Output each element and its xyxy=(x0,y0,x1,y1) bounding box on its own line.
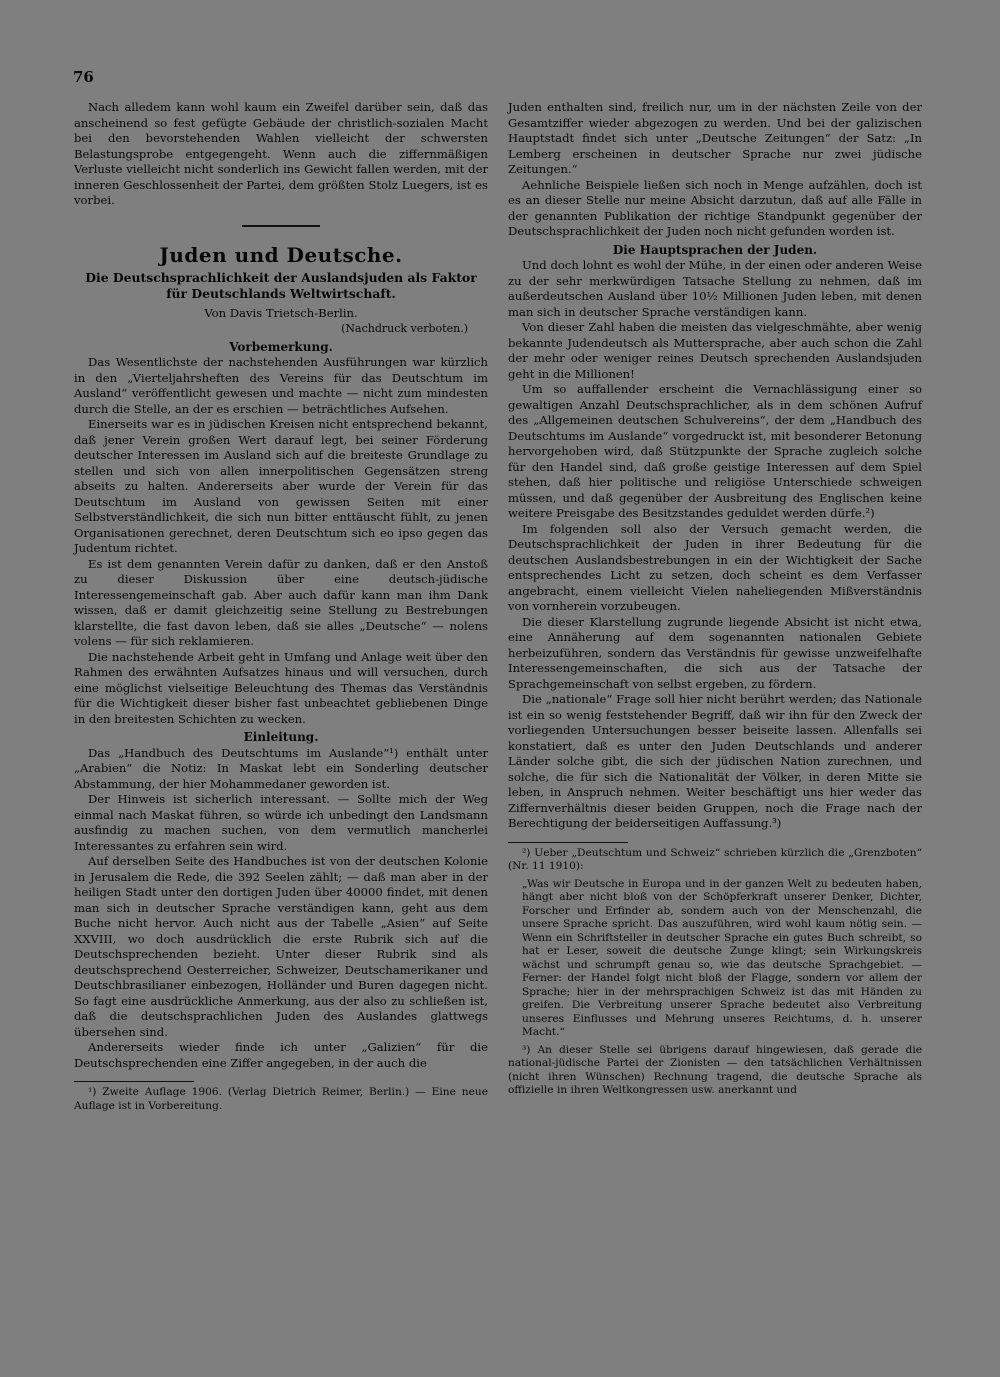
paragraph: Es ist dem genannten Verein dafür zu danken, daß er den Anstoß zu dieser Diskussion über eine deutsch-jüdische Interessengemeinschaft gab. Aber auch dafür kann man ihm Dank wissen, daß er damit gleichzeitig seine Stellung zu Bestrebungen klarstellte, die fast davon leben, daß sie alles „Deutsche“ — nolens volens — für sich reklamieren. xyxy=(74,556,488,648)
article-author: Von Davis Trietsch-Berlin. xyxy=(204,305,358,320)
article-title: Juden und Deutsche. xyxy=(159,242,403,267)
paragraph: Die nachstehende Arbeit geht in Umfang und Anlage weit über den Rahmen des erwähnten Aufsatzes hinaus und will versuchen, durch eine möglichst vielseitige Beleuchtung des Themas das Verständnis für die Wichtigkeit dieser bisher fast unbeachtet gebliebenen Dinge in den breitesten Schichten zu wecken. xyxy=(74,649,488,726)
paragraph: Juden enthalten sind, freilich nur, um in der nächsten Zeile von der Gesamtziffer wieder abgezogen zu werden. Und bei der galizischen Hauptstadt findet sich unter „Deutsche Zeitungen“ der Satz: „In Lemberg erscheinen in deutscher Sprache nur zwei jüdische Zeitungen.“ xyxy=(508,100,922,176)
footnote-2: ²) Ueber „Deutschtum und Schweiz“ schrieben kürzlich die „Grenzboten“ (Nr. 11 1910): xyxy=(508,846,922,872)
paragraph: Im folgenden soll also der Versuch gemacht werden, die Deutschsprachlichkeit der Juden in ihrer Bedeutung für die deutschen Auslandsbestrebungen in ein der Wichtigkeit der Sache entsprechendes Licht zu setzen, doch scheint es dem Verfasser angebracht, einem vielleicht Vielen naheliegenden Mißverständnis von vornherein vorzubeugen. xyxy=(508,521,922,613)
article-subtitle: Die Deutschsprachlichkeit der Auslandsjuden als Faktor für Deutschlands Weltwirtschaft. xyxy=(85,269,477,301)
page-number: 76 xyxy=(73,68,94,86)
footnote-2-quote: „Was wir Deutsche in Europa und in der ganzen Welt zu bedeuten haben, hängt aber nicht bloß von der Schöpferkraft unserer Denker, Dichter, Forscher und Erfinder ab, sondern auch von der Menschenzahl, die unsere Sprache spricht. Das auszuführen, wird wohl kaum nötig sein. — Wenn ein Schriftsteller in deutscher Sprache ein gutes Buch schreibt, so hat er Leser, soweit die deutsche Zunge klingt; sein Wirkungskreis wächst und schrumpft genau so, wie das deutsche Sprachgebiet. — Ferner: der Handel folgt nicht bloß der Flagge, sondern vor allem der Sprache; hier in der mehrsprachigen Schweiz ist das mit Händen zu greifen. Die Verbreitung unserer Sprache bedeutet also Verbreitung unseres Einflusses und Mehrung unseres Reichtums, d. h. unserer Macht.“ xyxy=(522,877,922,1038)
heading-einleitung: Einleitung. xyxy=(243,730,319,744)
footnote-1: ¹) Zweite Auflage 1906. (Verlag Dietrich Reimer, Berlin.) — Eine neue Auflage ist in Vorbereitung. xyxy=(74,1086,488,1112)
paragraph: Um so auffallender erscheint die Vernachlässigung einer so gewaltigen Anzahl Deutschsprachlicher, als in dem schönen Aufruf des „Allgemeinen deutschen Schulvereins“, der dem „Handbuch des Deutschtums im Auslande“ vorgedruckt ist, mit besonderer Betonung hervorgehoben wird, daß Stützpunkte der Sprache zugleich solche für den Handel sind, daß große geistige Interessen auf dem Spiel stehen, daß hier politische und religiöse Unterschiede schweigen müssen, und daß gegenüber der Ausbreitung des Englischen keine weitere Preisgabe des Besitzstandes geduldet werden dürfe.²) xyxy=(508,382,922,520)
intro-paragraph: Nach alledem kann wohl kaum ein Zweifel darüber sein, daß das anscheinend so fest gefügte Gebäude der christlich-sozialen Macht bei den bevorstehenden Wahlen vielleicht der schwersten Belastungsprobe entgegengeht. Wenn auch die ziffernmäßigen Verluste vielleicht nicht sonderlich ins Gewicht fallen werden, mit der inneren Geschlossenheit der Partei, dem größten Stolz Luegers, ist es vorbei. xyxy=(74,100,488,207)
paragraph: Und doch lohnt es wohl der Mühe, in der einen oder anderen Weise zu der sehr merkwürdigen Tatsache Stellung zu nehmen, daß im außerdeutschen Ausland über 10½ Millionen Juden leben, mit denen man sich in deutscher Sprache verständigen kann. xyxy=(508,258,922,319)
right-column xyxy=(508,100,922,1098)
paragraph: Die dieser Klarstellung zugrunde liegende Absicht ist nicht etwa, eine Annäherung auf dem sogenannten nationalen Gebiete herbeizuführen, sondern das Verständnis für gewisse unzweifelhafte Interessengemeinschaften, die sich aus der Tatsache der Sprachgemeinschaft von selbst ergeben, zu fördern. xyxy=(508,614,922,691)
footnote-3: ³) An dieser Stelle sei übrigens darauf hingewiesen, daß gerade die national-jüdische Partei der Zionisten — den tatsächlichen Verhältnissen (nicht ihren Wünschen) Rechnung tragend, die deutsche Sprache als offizielle in ihren Weltkongressen usw. anerkannt und xyxy=(508,1043,922,1096)
paragraph: Aehnliche Beispiele ließen sich noch in Menge aufzählen, doch ist es an dieser Stelle nur meine Absicht darzutun, daß auf alle Fälle in der genannten Publikation der richtige Standpunkt gegenüber der Deutschsprachlichkeit der Juden noch nicht gefunden worden ist. xyxy=(508,177,922,238)
paragraph: Das „Handbuch des Deutschtums im Auslande“¹) enthält unter „Arabien“ die Notiz: In Maskat lebt ein Sonderling deutscher Abstammung, der hier Mohammedaner geworden ist. xyxy=(74,745,488,791)
paragraph: Andererseits wieder finde ich unter „Galizien“ für die Deutschsprechenden eine Ziffer angegeben, in der auch die xyxy=(74,1040,488,1070)
paragraph: Der Hinweis ist sicherlich interessant. — Sollte mich der Weg einmal nach Maskat führen, so würde ich unbedingt den Landsmann ausfindig zu machen suchen, von dem vermutlich mancherlei Interessantes zu erfahren sein wird. xyxy=(74,792,488,853)
paragraph: Das Wesentlichste der nachstehenden Ausführungen war kürzlich in den „Vierteljahrsheften des Vereins für das Deutschtum im Ausland“ veröffentlicht gewesen und machte — nicht zum mindesten durch die Stelle, an der es erschien — beträchtliches Aufsehen. xyxy=(74,355,488,416)
reprint-notice: (Nachdruck verboten.) xyxy=(341,322,468,335)
heading-vorbemerkung: Vorbemerkung. xyxy=(229,339,333,354)
left-column xyxy=(74,100,488,1113)
footnote-divider xyxy=(508,842,628,843)
paragraph: Die „nationale“ Frage soll hier nicht berührt werden; das Nationale ist ein so wenig feststehender Begriff, daß wir ihn für den Zweck der vorliegenden Untersuchungen besser beiseite lassen. Allenfalls sei konstatiert, daß es unter den Juden Deutschlands und anderer Länder solche gibt, die sich der jüdischen Nation zurechnen, und solche, die für sich die Nationalität der Völker, in deren Mitte sie leben, in Anspruch nehmen. Weiter beschäftigt uns hier weder das Ziffernverhältnis dieser beiden Gruppen, noch die Frage nach der Berechtigung der beiderseitigen Auffassung.³) xyxy=(508,692,922,830)
paragraph: Einerseits war es in jüdischen Kreisen nicht entsprechend bekannt, daß jener Verein großen Wert darauf legt, bei seiner Förderung deutscher Interessen im Ausland sich auf die breiteste Grundlage zu stellen und sich von allen innerpolitischen Gegensätzen streng abseits zu halten. Andererseits aber wurde der Verein für das Deutschtum im Ausland von gewissen Seiten mit einer Selbstverständlichkeit, die sich nun bitter enttäuscht fühlt, zu jenen Organisationen gerechnet, deren Deutschtum sich eo ipso gegen das Judentum richtet. xyxy=(74,417,488,555)
footnote-divider xyxy=(74,1081,194,1082)
paragraph: Von dieser Zahl haben die meisten das vielgeschmähte, aber wenig bekannte Judendeutsch als Muttersprache, aber auch schon die Zahl der mehr oder weniger reines Deutsch sprechenden Auslandsjuden geht in die Millionen! xyxy=(508,320,922,381)
section-divider xyxy=(242,225,320,227)
heading-hauptsprachen: Die Hauptsprachen der Juden. xyxy=(612,242,818,257)
paragraph: Auf derselben Seite des Handbuches ist von der deutschen Kolonie in Jerusalem die Rede, die 392 Seelen zählt; — daß man aber in der heiligen Stadt unter den dortigen Juden über 40000 findet, mit denen man sich in deutscher Sprache verständigen kann, geht aus dem Buche nicht hervor. Auch nicht aus der Tabelle „Asien“ auf Seite XXVIII, wo doch ausdrücklich die erste Rubrik sich auf die Deutschsprechenden bezieht. Unter dieser Rubrik sind als deutschsprechend Oesterreicher, Schweizer, Deutschamerikaner und Deutschbrasilianer einbezogen, Holländer und Buren dagegen nicht. So fagt eine ausdrückliche Anmerkung, aus der also zu schließen ist, daß die deutschsprachlichen Juden des Auslandes glattwegs übersehen sind. xyxy=(74,854,488,1039)
